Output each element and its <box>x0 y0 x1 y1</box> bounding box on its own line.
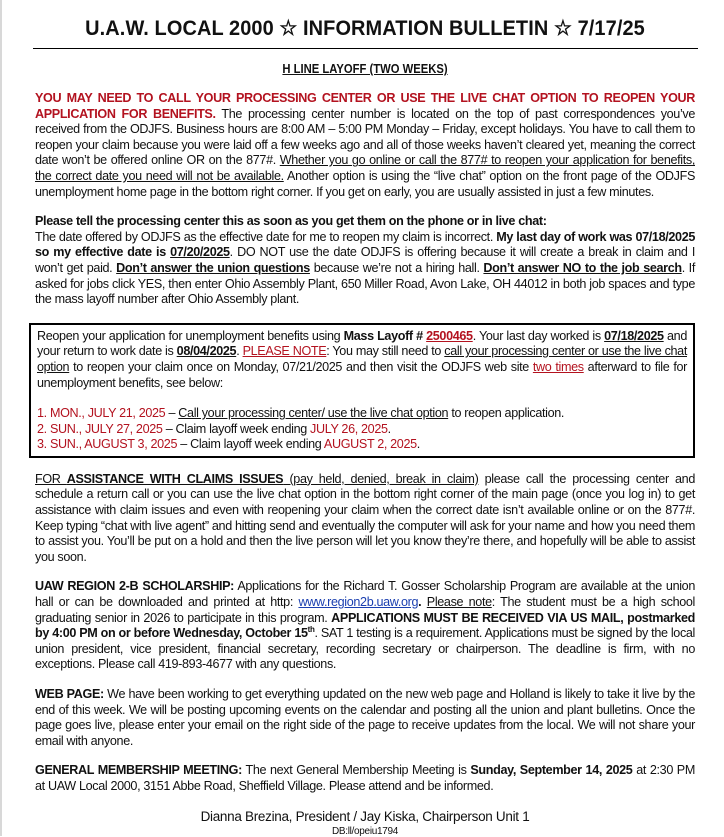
meeting-text-3: at 2:30 PM at UAW Local 2000, 3151 Abbe Road, Sheffield Village. Please attend and be informed. <box>35 763 695 793</box>
scholarship-heading: UAW REGION 2-B SCHOLARSHIP: <box>35 579 234 594</box>
meeting-heading: GENERAL MEMBERSHIP MEETING: <box>35 763 242 778</box>
assistance-body: please call the processing center and schedule a return call or you can use the live chat option in the bottom right corner of the main page (once you log in) to get assistance with claim issues and even with reopening your claim when the correct date isn’t available online or on the 877#. Keep typing “chat with live agent” and hitting send and eventually the computer will ask for your name and how you need them to assist you. You’ll be put on a hold and then the live person will let you know they’re there, and hopefully will be able to assist you soon. <box>35 471 695 564</box>
web-page-heading: WEB PAGE: <box>35 687 104 701</box>
scholarship-text-3: : The student must be a high school graduating senior in 2026 to participate in this program. <box>35 595 696 625</box>
steps-list <box>37 406 687 453</box>
box-text-9: afterward to file for unemployment benefits, see below: <box>37 359 688 390</box>
scholarship-paragraph <box>35 579 695 673</box>
reopen-body-1: The processing center number is located on the top of past correspondences you’ve received from the ODJFS. Business hours are 8:00 AM – 5:00 PM Monday – Friday, except holidays. You have to call them to reopen your claim because you were laid off a few weeks ago and all of those weeks haven’t cleared yet, meaning the correct date won’t be offered online OR on the 877#. <box>35 106 695 168</box>
step-week-ending: JULY 26, 2025 <box>310 421 388 436</box>
step-rest: to reopen application. <box>448 406 565 421</box>
box-text-3: . Your last day worked is <box>472 328 605 343</box>
step-rest: Claim layoff week ending <box>190 437 324 452</box>
box-text-5: . <box>236 344 243 359</box>
meeting-paragraph <box>35 763 695 794</box>
step-action: Call your processing center/ use the live chat option <box>178 406 449 421</box>
step-dash: – <box>162 421 176 436</box>
scholarship-text-5: . SAT 1 testing is a requirement. Applications must be signed by the local union president, vice president, financial secretary, recording secretary or chairperson. The deadline is firm, with no exceptions. Please call 419-893-4677 with any questions. <box>35 626 695 672</box>
return-date: 08/04/2025 <box>176 344 237 359</box>
step-dash: – <box>165 406 179 421</box>
scholarship-text-2: . <box>418 595 427 610</box>
scholarship-deadline: APPLICATIONS MUST BE RECEIVED VIA US MAIL, postmarked by 4:00 PM on or before Wednesday, October 15 <box>35 610 695 641</box>
tell-paragraph <box>35 214 695 308</box>
step-rest: Claim layoff week ending <box>175 421 311 436</box>
tell-text-8: . If asked for jobs click YES, then enter Ohio Assembly Plant, 650 Miller Road, Avon Lake, OH 44012 in both job spaces and type the mass layoff number after Ohio Assembly plant. <box>35 260 695 307</box>
step-date: 2. SUN., JULY 27, 2025 <box>37 421 163 436</box>
please-note-label: Please note <box>426 595 492 610</box>
step-item: 2. SUN., JULY 27, 2025 – Claim layoff week ending JULY 26, 2025. <box>37 421 391 436</box>
page-edge <box>0 0 2 836</box>
tell-text-2: My last day of work was 07/18/2025 so my effective date is <box>35 229 695 260</box>
step-date: 3. SUN., AUGUST 3, 2025 <box>37 437 178 452</box>
box-paragraph <box>37 329 687 391</box>
job-search-warning: Don’t answer NO to the job search <box>483 260 682 275</box>
section-subtitle: H LINE LAYOFF (TWO WEEKS) <box>282 62 448 76</box>
reopen-lead: YOU MAY NEED TO CALL YOUR PROCESSING CENTER OR USE THE LIVE CHAT OPTION TO REOPEN YOUR APPLICATION FOR BENEFITS. <box>35 91 695 121</box>
reopen-body-2: Another option is using the “live chat” option on the front page of the ODJFS unemployment home page in the bottom right corner. If you get on early, you are usually assisted in just a few minutes. <box>35 168 696 199</box>
tell-text-6: because we’re not a hiring hall. <box>309 260 484 275</box>
call-processing-center: call your processing center or use the live chat option <box>37 344 687 374</box>
last-day-worked: 07/18/2025 <box>604 328 664 343</box>
title-divider <box>33 48 698 49</box>
bulletin-title: U.A.W. LOCAL 2000 ☆ INFORMATION BULLETIN ☆ 7/17/25 <box>85 17 645 40</box>
box-text-1: Reopen your application for unemployment benefits using <box>37 328 344 343</box>
web-page-body: We have been working to get everything updated on the new web page and Holland is likely to take it live by the end of this week. We will be posting upcoming events on the calendar and posting all the union and plant bulletins. Once the page goes live, please enter your email on the right side of the page to receive updates from the local. We will not share your email with anyone. <box>35 687 695 748</box>
mass-layoff-number: 2500465 <box>426 328 473 343</box>
bulletin-page <box>35 0 695 837</box>
reopen-underlined: Whether you go online or call the 877# to reopen your application for benefits, the correct date you need will not be available. <box>35 153 695 183</box>
please-note: PLEASE NOTE <box>242 344 327 359</box>
step-week-ending: AUGUST 2, 2025 <box>323 437 417 452</box>
box-text-4: and your return to work date is <box>37 328 687 359</box>
effective-date: 07/20/2025 <box>170 245 230 260</box>
ordinal-suffix: th <box>307 625 315 635</box>
step-date: 1. MON., JULY 21, 2025 <box>37 406 166 421</box>
meeting-date: Sunday, September 14, 2025 <box>470 763 633 778</box>
signature: Dianna Brezina, President / Jay Kiska, Chairperson Unit 1 <box>200 808 530 824</box>
tell-text-4: . DO NOT use the date ODJFS is offering because it will create a break in claim and I won’t get paid. <box>35 245 695 275</box>
assistance-lead-1: FOR <box>35 471 67 486</box>
box-text-6: : You may still need to <box>326 344 445 359</box>
assistance-lead-2: (pay held, denied, break in claim) <box>283 471 479 486</box>
mass-layoff-box <box>29 323 695 458</box>
box-text-8: to reopen your claim once on Monday, 07/21/2025 and then visit the ODJFS web site <box>69 359 533 374</box>
step-item: 3. SUN., AUGUST 3, 2025 – Claim layoff week ending AUGUST 2, 2025. <box>37 437 420 452</box>
assistance-heading: ASSISTANCE WITH CLAIMS ISSUES <box>66 471 284 486</box>
document-code: DB:ll/opeiu1794 <box>331 825 399 837</box>
tell-text-1: The date offered by ODJFS as the effective date for me to reopen my claim is incorrect. <box>35 229 497 244</box>
scholarship-text-1: Applications for the Richard T. Gosser Scholarship Program are available at the union hall or can be downloaded and printed at http: <box>35 579 695 610</box>
union-questions-warning: Don’t answer the union questions <box>116 260 310 275</box>
meeting-text-1: The next General Membership Meeting is <box>241 763 471 778</box>
assistance-paragraph <box>35 472 695 566</box>
step-item <box>37 406 687 422</box>
web-page-paragraph <box>35 687 695 749</box>
two-times: two times <box>532 359 584 374</box>
step-dash: – <box>177 437 191 452</box>
region2b-link[interactable]: www.region2b.uaw.org <box>298 595 419 610</box>
mass-layoff-label: Mass Layoff # <box>343 328 427 343</box>
reopen-paragraph <box>35 91 695 200</box>
tell-heading: Please tell the processing center this as soon as you get them on the phone or in live chat: <box>35 214 547 229</box>
